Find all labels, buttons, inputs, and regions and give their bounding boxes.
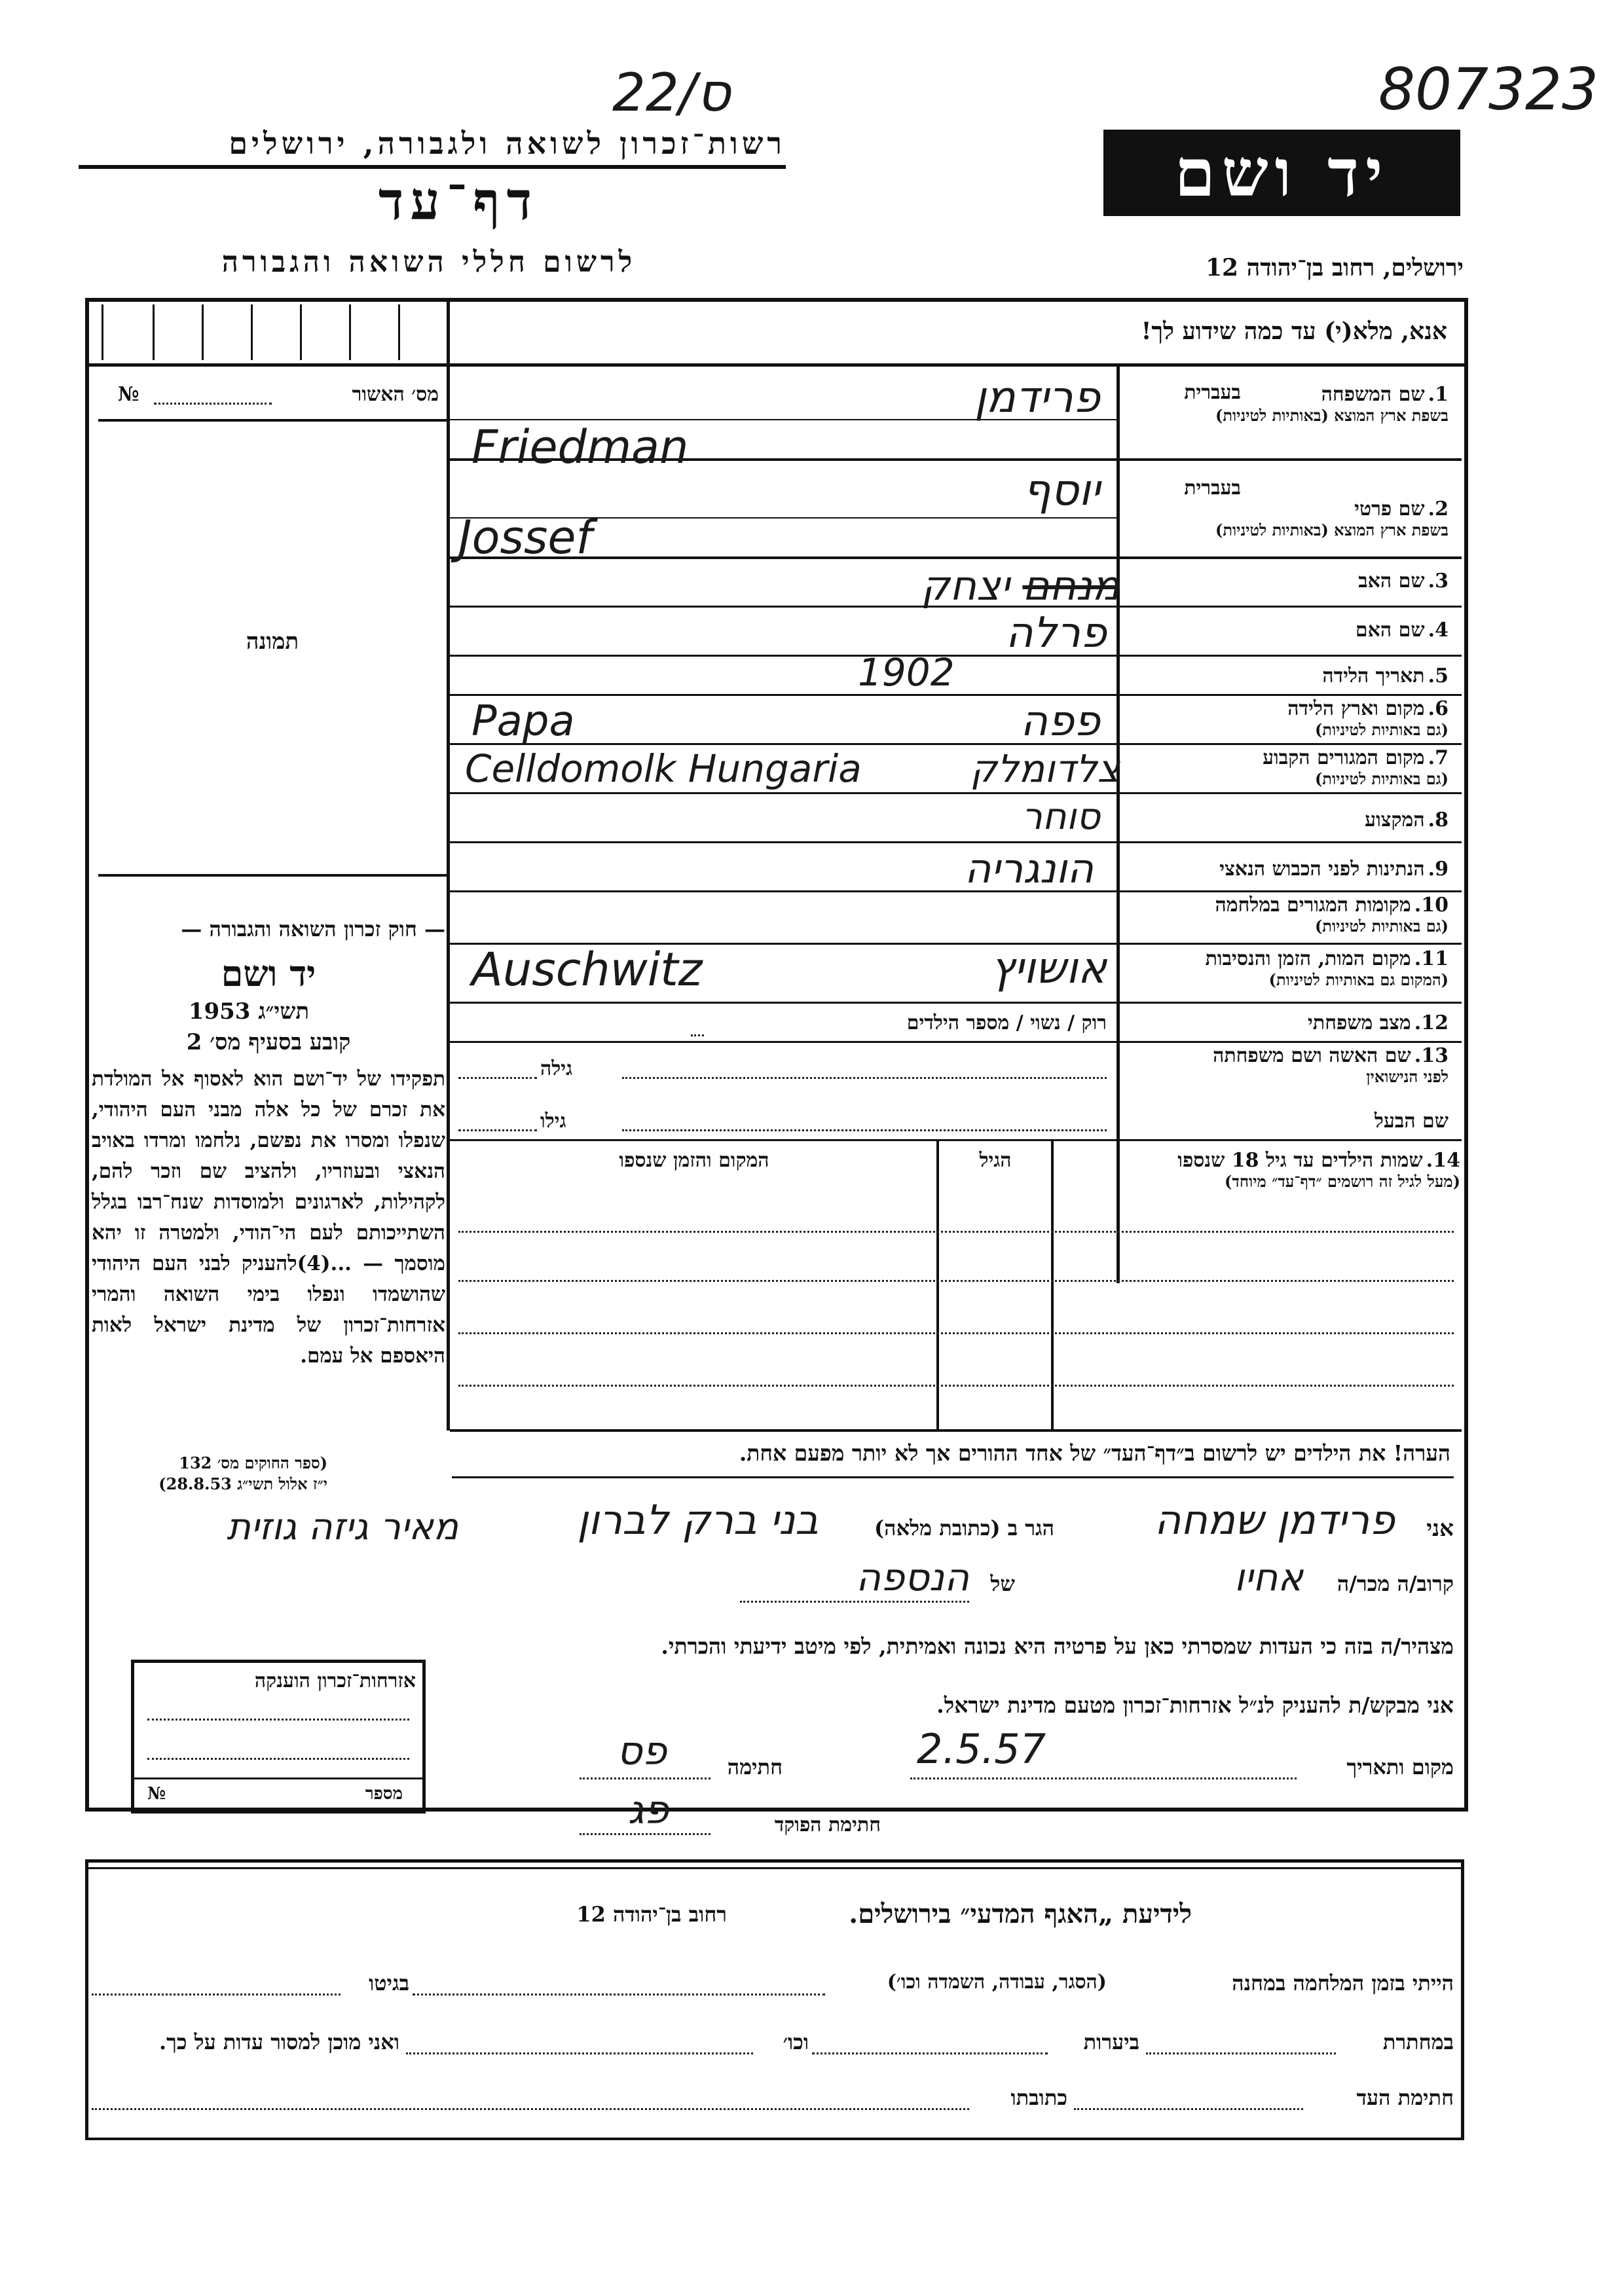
witness-rule-2 [85, 1867, 1464, 1869]
citizenship-box [131, 1660, 426, 1813]
field-11-value-he: אושויץ [990, 943, 1107, 993]
citizenship-no-sign: № [147, 1784, 166, 1804]
law-year-number: 1953 [188, 998, 251, 1025]
field-6-value-latin: Papa [471, 697, 575, 746]
field-7-label: 7. מקום המגורים הקבוע (גם באותיות לטיניות) [1263, 746, 1449, 788]
children-col-age: הגיל [979, 1149, 1012, 1172]
field-3-label: 3. שם האב [1358, 570, 1449, 592]
approval-number-boxes [101, 304, 447, 360]
form-title: דף־עד [378, 170, 539, 232]
field-3-value [773, 562, 1120, 610]
witness-line2-a: במחתרת [1382, 2030, 1454, 2054]
relative-label: קרוב/ה מכר/ה [1337, 1571, 1454, 1596]
approval-no-sign: № [118, 383, 139, 406]
field-1-tag: בעברית [1184, 381, 1241, 404]
place-date-label: מקום ותאריך [1346, 1755, 1454, 1779]
field-7-value-latin: Celldomolk Hungaria [465, 746, 862, 791]
form-subtitle: לרשום חללי השואה והגבורה [221, 246, 637, 279]
officer-value: פג [627, 1787, 669, 1833]
of-value: הנספה [856, 1555, 969, 1599]
husband-age-label: גילו [540, 1110, 566, 1133]
witness-line2-d: ואני מוכן למסור עדות על כך. [158, 2030, 399, 2054]
law-citation-1: (ספר החוקים מס׳ 132 [179, 1453, 327, 1472]
approval-label: מס׳ האשור [352, 383, 439, 406]
resides-label: הגר ב (כתובת מלאה) [874, 1516, 1054, 1540]
declarant-name: פרידמן שמחה [1154, 1496, 1395, 1544]
law-citation-2: י״ז אלול תשי״ג 28.8.53) [158, 1474, 327, 1493]
field-9-value: הונגריה [964, 845, 1094, 892]
field-1-value-he: פרידמן [974, 372, 1100, 422]
signature-value: פס [616, 1728, 667, 1774]
org-line: רשות־זכרון לשואה ולגבורה, ירושלים [229, 126, 786, 161]
law-clause: קובע בסעיף מס׳ 2 [186, 1029, 351, 1055]
note-text: הערה! את הילדים יש לרשום ב״דף־העד״ של אחד ההורים אך לא יותר מפעם אחת. [739, 1440, 1450, 1466]
citizenship-title: אזרחות־זכרון הוענקה [254, 1669, 416, 1692]
law-body: תפקידו של יד־ושם הוא לאסוף אל המולדת את זכרם של כל אלה מבני העם היהודי, שנפלו ומסרו את נפשם, נלחמו ומרדו באויב הנאצי ובעוזריו, ולהציב שם וזכר להם, לקהילות, לארגונים ולמוסדות שנח־רבו בגלל השתייכותם לעם הי־הודי, ולמטרה זו יהא מוסמך — ...(4)להעניק לבני העם היהודי שהושמדו ונפלו בימי השואה והמרי אזרחות־זכרון של מדינת ישראל לאות היאספם אל עמם. [92, 1067, 445, 1368]
field-3-struck: מנחם [1022, 562, 1120, 610]
field-13-label: 13. שם האשה ושם משפחתה לפני הנישואין [1213, 1044, 1449, 1086]
field-1-value-latin: Friedman [471, 420, 689, 474]
field-5-value: 1902 [858, 650, 955, 695]
field-4-value: פרלה [1005, 609, 1107, 657]
field-8-value: סוחר [1022, 795, 1100, 838]
witness-line3-b: כתובתו [1010, 2085, 1067, 2110]
address-line: ירושלים, רחוב בן־יהודה 12 [1205, 254, 1464, 282]
citizenship-number-label: מספר [365, 1784, 403, 1804]
wife-age-label: גילה [540, 1057, 573, 1080]
declarant-address-extra: מאיר גיזה גוזית [227, 1506, 458, 1548]
witness-line1-a: הייתי בזמן המלחמה במחנה [1232, 1971, 1454, 1995]
field-4-label: 4. שם האם [1355, 619, 1449, 642]
field-2-value-he: יוסף [1023, 465, 1100, 515]
declarant-i-label: אני [1426, 1516, 1454, 1542]
witness-line2-b: ביערות [1083, 2030, 1139, 2054]
declarant-address: בני ברק לברון [577, 1496, 819, 1544]
field-5-label: 5. תאריך הלידה [1322, 665, 1449, 687]
field-10-label: 10. מקומות המגורים במלחמה (גם באותיות לטיניות) [1215, 894, 1449, 936]
witness-frame-bottom [85, 2138, 1464, 2140]
witness-line3-a: חתימת העד [1356, 2085, 1454, 2110]
relative-value: אחיו [1234, 1555, 1303, 1599]
yad-vashem-logo [1103, 130, 1460, 216]
file-mark: 22/ס [612, 62, 731, 123]
date-value: 2.5.57 [917, 1725, 1046, 1773]
field-1-label: 1. שם המשפחה בשפת ארץ המוצא (באותיות לטיניות) [1215, 383, 1449, 425]
field-3-value-he: יצחק [921, 562, 1010, 610]
field-7-value-he: צלדומלק [970, 746, 1120, 791]
marital-options: רוק / נשוי / מספר הילדים [906, 1011, 1107, 1034]
field-2-label: 2. שם פרטי בשפת ארץ המוצא (באותיות לטיניות) [1215, 498, 1449, 539]
statement: מצהיר/ה בזה כי העדות שמסרתי כאן על פרטיה היא נכונה ואמיתית, לפי מיטב ידיעתי והכרתי. [661, 1633, 1454, 1659]
of-label: של [990, 1571, 1015, 1596]
intro-text: אנא, מלא(י) עד כמה שידוע לך! [1141, 318, 1447, 345]
witness-line2-c: וכו׳ [783, 2030, 809, 2054]
field-8-label: 8. המקצוע [1365, 809, 1449, 831]
logo-text: יד ושם [1174, 134, 1390, 211]
field-6-label: 6. מקום וארץ הלידה (גם באותיות לטיניות) [1287, 697, 1449, 739]
request: אני מבקש/ת להעניק לנ״ל אזרחות־זכרון מטעם מדינת ישראל. [936, 1692, 1454, 1718]
children-col-place: המקום והזמן שנספו [619, 1149, 769, 1172]
witness-title: לידיעת „האגף המדעי״ בירושלים. [849, 1899, 1192, 1929]
field-6-value-he: פפה [1020, 697, 1100, 746]
law-title: — חוק זכרון השואה והגבורה — [181, 917, 445, 941]
org-underline [79, 165, 786, 169]
field-2-tag: בעברית [1184, 477, 1241, 500]
left-column-divider [447, 298, 450, 1430]
field-11-value-latin: Auschwitz [471, 943, 703, 996]
witness-line1-b: (הסגר, עבודה, השמדה וכו׳) [887, 1971, 1107, 1994]
field-11-label: 11. מקום המות, הזמן והנסיבות (המקום גם באותיות לטיניות) [1205, 947, 1449, 989]
signature-label: חתימה [727, 1755, 783, 1779]
document-number: 807323 [1378, 56, 1598, 123]
field-9-label: 9. הנתינות לפני הכבוש הנאצי [1219, 858, 1449, 881]
photo-label: תמונה [246, 629, 299, 655]
husband-label: שם הבעל [1374, 1110, 1449, 1133]
law-name: יד ושם [221, 953, 316, 994]
law-year [183, 998, 314, 1025]
label-column-divider [1116, 367, 1120, 1283]
field-12-label: 12. מצב משפחתי [1308, 1011, 1449, 1034]
officer-label: חתימת הפוקד [774, 1813, 881, 1836]
witness-address: רחוב בן־יהודה 12 [576, 1902, 727, 1927]
witness-line1-c: בגיטו [369, 1971, 409, 1995]
witness-rule-1 [85, 1859, 1464, 1863]
children-label: 14. שמות הילדים עד גיל 18 שנספו (מעל לגיל זה רושמים ״דף־עד״ מיוחד) [1177, 1149, 1460, 1191]
law-year-he: תשי״ג [258, 998, 310, 1025]
field-2-value-latin: Jossef [458, 511, 593, 564]
intro-row-divider [85, 363, 1464, 367]
